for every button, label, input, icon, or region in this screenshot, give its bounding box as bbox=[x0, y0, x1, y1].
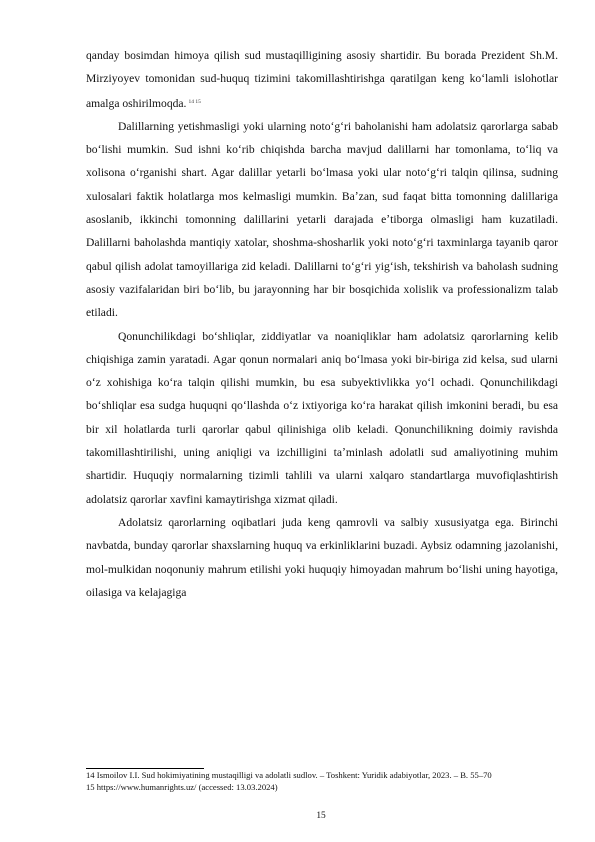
body-text bbox=[86, 44, 558, 604]
footnote-15[interactable]: 15 https://www.humanrights.uz/ (accessed: 13.03.2024) bbox=[86, 781, 278, 792]
paragraph-1 bbox=[86, 44, 558, 115]
footnote-14: 14 Ismoilov I.I. Sud hokimiyatining mustaqilligi va adolatli sudlov. – Toshkent: Yuridik adabiyotlar, 2023. – B. 55–70 bbox=[86, 770, 492, 780]
footnote-separator bbox=[86, 768, 204, 769]
page-number: 15 bbox=[316, 811, 326, 821]
paragraph-1-text: qanday bosimdan himoya qilish sud mustaqilligining asosiy shartidir. Bu borada Prezident Sh.M. Mirziyoyev tomonidan sud-huquq tizimini takomillashtirishga qaratilgan keng koʻlamli islohotlar amalga oshirilmoqda. bbox=[86, 49, 558, 110]
footnote-reference[interactable]: 14 15 bbox=[188, 98, 201, 105]
paragraph-4: Adolatsiz qarorlarning oqibatlari juda keng qamrovli va salbiy xususiyatga ega. Birinchi navbatda, bunday qarorlar shaxslarning huquq va erkinliklarini buzadi. Aybsiz odamning jazolanishi, mol-mulkidan noqonuniy mahrum etilishi yoki huquqiy himoyadan mahrum boʻlishi uning hayotiga, oilasiga va kelajagiga bbox=[86, 515, 558, 599]
paragraph-3: Qonunchilikdagi boʻshliqlar, ziddiyatlar va noaniqliklar ham adolatsiz qarorlarning kelib chiqishiga zamin yaratadi. Agar qonun normalari aniq boʻlmasa yoki bir-biriga zid kelsa, sud ularni oʻz xohishiga koʻra talqin qilishi mumkin, bu esa subyektivlikka yoʻl ochadi. Qonunchilikdagi boʻshliqlar esa sudga huquqni qoʻllashda oʻz ixtiyoriga koʻra harakat qilish imkonini beradi, bu esa bir xil holatlarda turli qarorlar qabul qilinishiga olib keladi. Qonunchilikning doimiy ravishda takomillashtirilishi, uning aniqligi va izchilligini taʼminlash adolatli sud amaliyotining muhim shartidir. Huquqiy normalarning tizimli tahlili va ularni xalqaro standartlarga muvofiqlashtirish adolatsiz qarorlar xavfini kamaytirishga xizmat qiladi. bbox=[86, 329, 558, 506]
footnotes bbox=[86, 770, 558, 793]
paragraph-2: Dalillarning yetishmasligi yoki ularning notoʻgʻri baholanishi ham adolatsiz qarorlarga sabab boʻlishi mumkin. Sud ishni koʻrib chiqishda barcha mavjud dalillarni har tomonlama, toʻliq va xolisona oʻrganishi shart. Agar dalillar yetarli boʻlmasa yoki ular notoʻgʻri talqin qilinsa, sudning xulosalari faktik holatlarga mos kelmasligi mumkin. Baʼzan, sud faqat bitta tomonning dalillariga asoslanib, ikkinchi tomonning dalillarini yetarli darajada eʼtiborga olmasligi ham kuzatiladi. Dalillarni baholashda mantiqiy xatolar, shoshma-shosharlik yoki notoʻgʻri taxminlarga tayanib qaror qabul qilish adolat tamoyillariga zid keladi. Dalillarni toʻgʻri yigʻish, tekshirish va baholash sudning asosiy vazifalaridan biri boʻlib, bu jarayonning har bir bosqichida xolislik va professionalizm talab etiladi. bbox=[86, 119, 558, 320]
